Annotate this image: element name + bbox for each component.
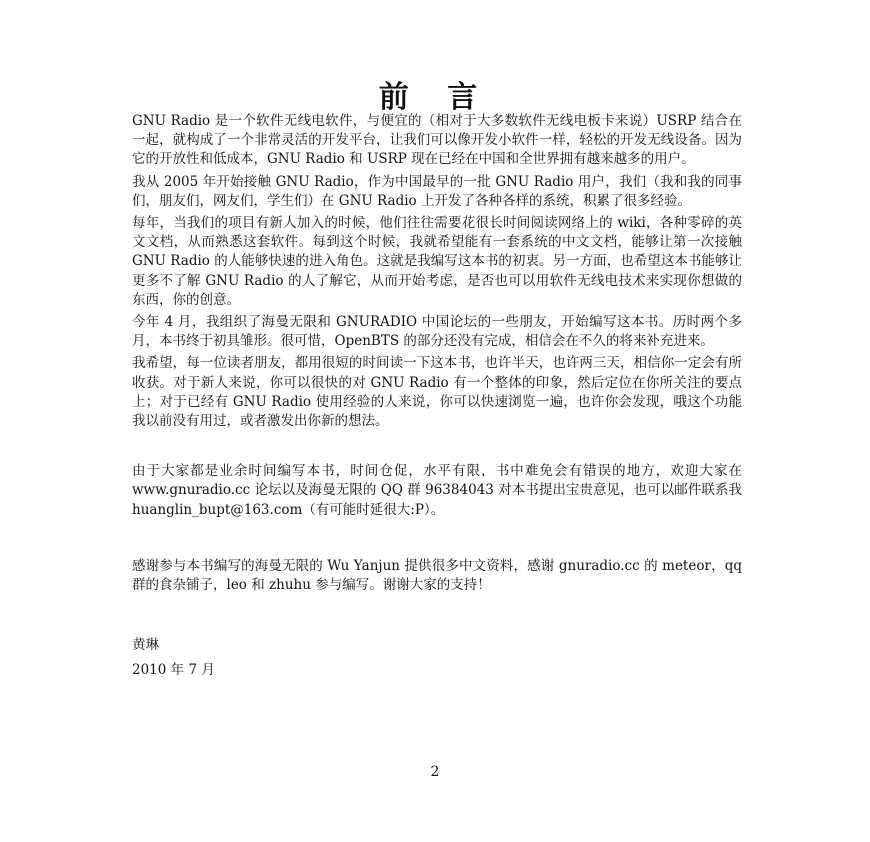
paragraph-intro: GNU Radio 是一个软件无线电软件，与便宜的（相对于大多数软件无线电板卡来说）USRP 结合在一起，就构成了一个非常灵活的开发平台，让我们可以像开发小软件一样，轻松的开发无线设备。因为它的开放性和低成本，GNU Radio 和 USRP 现在已经在中国和全世界拥有越来越多的用户。 [132, 113, 742, 168]
paragraph-thanks: 感谢参与本书编写的海曼无限的 Wu Yanjun 提供很多中文资料，感谢 gnuradio.cc 的 meteor，qq 群的食杂铺子，leo 和 zhuhu 参与编写。谢谢大家的支持！ [132, 557, 742, 594]
paragraph-hope: 我希望，每一位读者朋友，都用很短的时间读一下这本书，也许半天，也许两三天，相信你一定会有所收获。对于新人来说，你可以很快的对 GNU Radio 有一个整体的印象，然后定位在你所关注的要点上；对于已经有 GNU Radio 使用经验的人来说，你可以快速浏览一遍，也许你会发现，哦这个功能我以前没有用过，或者激发出你新的想法。 [132, 355, 742, 430]
paragraph-writing: 今年 4 月，我组织了海曼无限和 GNURADIO 中国论坛的一些朋友，开始编写这本书。历时两个多月，本书终于初具雏形。很可惜，OpenBTS 的部分还没有完成，相信会在不久的将来补充进来。 [132, 314, 742, 350]
paragraph-contact: 由于大家都是业余时间编写本书，时间仓促，水平有限，书中难免会有错误的地方，欢迎大家在 www.gnuradio.cc 论坛以及海曼无限的 QQ 群 96384043 对本书提出宝贵意见，也可以邮件联系我 huanglin_bupt@163.com（有可能时延很大:P）。 [132, 463, 742, 518]
spacer [132, 523, 742, 557]
document-body [132, 112, 742, 687]
page-title: 前 言 [378, 80, 492, 115]
paragraph-motivation: 每年，当我们的项目有新人加入的时候，他们往往需要花很长时间阅读网络上的 wiki，各种零碎的英文文档，从而熟悉这套软件。每到这个时候，我就希望能有一套系统的中文文档，能够让第一次接触 GNU Radio 的人能够快速的进入角色。这就是我编写这本书的初衷。另一方面，也希望这本书能够让更多不了解 GNU Radio 的人了解它，从而开始考虑，是否也可以用软件无线电技术来实现你想做的东西，你的创意。 [132, 215, 742, 308]
spacer [132, 598, 742, 636]
signature-author: 黄琳 [132, 637, 159, 654]
spacer [132, 434, 742, 462]
paragraph-history: 我从 2005 年开始接触 GNU Radio，作为中国最早的一批 GNU Radio 用户，我们（我和我的同事们，朋友们，网友们，学生们）在 GNU Radio 上开发了各种各样的系统，积累了很多经验。 [132, 173, 742, 209]
page-number: 2 [430, 764, 440, 780]
signature-date: 2010 年 7 月 [132, 662, 215, 679]
